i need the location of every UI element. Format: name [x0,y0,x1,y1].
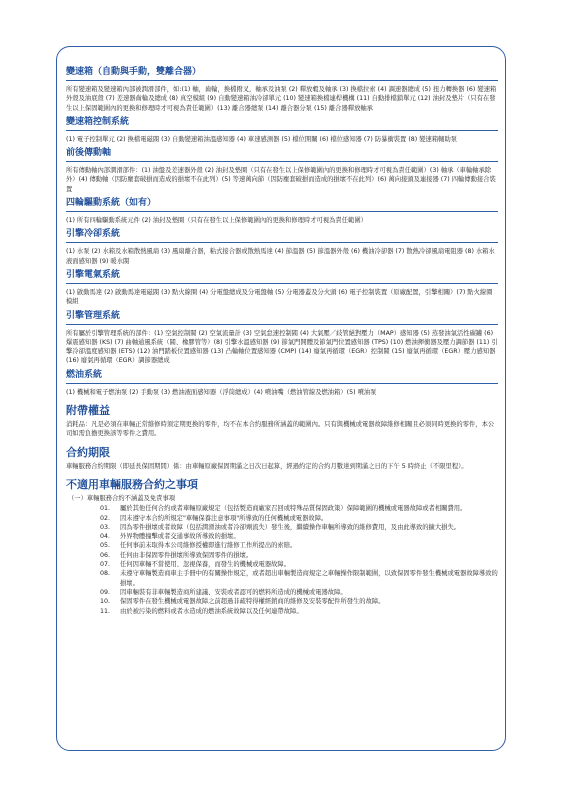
section-body: (1) 機械和電子燃油泵 (2) 手動泵 (3) 燃油液面感知器（浮筒總成）(4) 噴油嘴（燃油管線及燃油箱）(5) 噴油泵 [66,388,377,396]
exclusions-list [66,504,498,616]
item-number: 02. [100,514,111,522]
item-text: 任何由非保固零件損壞所導致保固零件的損壞。 [120,551,253,559]
list-item [66,541,498,550]
item-number: 04. [100,533,111,541]
section-body: 所有傳動軸內部潤滑部件：(1) 油盤及差速器外殼 (2) 油封及墊圈（只有在發生以上保修範圍內的更換和修理時才可視為責任範圍）(3) 軸承（車輪軸承除外）(4) 傳動軸（因防塵套破損而造成的損壞不在此列）(5) 等速萬向節（因防塵套破損而造成的損壞不在此列）(6) 萬向接頭及連接器 (7) 四輪傳動接合裝置 [66,167,496,193]
item-text: 因未遵守本合約所規定"車輛保養注意事項"所導致的任何機械或電器故障。 [120,514,328,522]
item-text: 屬於其他任何合約或者車輛原廠規定（包括製造商廠家召回或特殊品質保固政策）保障範圍的機械或電器故障或者相關費用。 [120,505,467,513]
section-body: (1) 所有四輪驅動系統元件 (2) 油封及墊圈（只有在發生以上保修範圍內的更換和修理時才可視為責任範圍） [66,217,367,225]
section-title: 變速箱控制系統 [66,116,498,131]
list-item [66,569,498,588]
item-number: 10. [100,598,111,606]
item-number: 01. [100,505,111,513]
section-body: (1) 水泵 (2) 水箱及水箱散熱風扇 (3) 風扇離合器，粘式接合器或散熱馬達 (4) 節溫器 (5) 節溫器外殼 (6) 機油冷卻器 (7) 散熱冷卻風扇電阻器 (8) 水箱水液面感知器 (9) 暖水閥 [66,248,495,265]
item-text: 外界物體撞擊或者交通事故所導致的損壞。 [120,533,240,541]
item-number: 09. [100,588,111,596]
term-heading: 合約期限 [66,445,110,459]
document-content [66,66,498,616]
section-title: 燃油系統 [66,369,498,384]
item-number: 08. [100,570,111,578]
section-body: 所有變速箱及變速箱內部被潤滑部件，如:(1) 軸，齒輪，換檔撥叉，軸承及油泵 (2) 釋放穀及軸承 (3) 換檔拉索 (4) 調速器總成 (5) 扭力轉換器 (6) 變速箱外殼及油底殼 (7) 差速器齒輪及總成 (8) 真空模組 (9) 自動變速箱油冷卻單元 (10) 變速箱換檔連桿機構 (11) 自動排檔鎖單元 (12) 油封及墊片（只有在發生以上保固範圍內的更換和修理時才可視為責任範圍）(13) 離合器總泵 (14) 離合器分泵 (15) 離合器釋放軸承 [66,86,497,112]
list-item [66,607,498,616]
section-title: 變速箱（自動與手動，雙離合器） [66,66,498,81]
section-drive-shaft [66,147,498,194]
section-body: 所有屬於引擎管理系統的部件：(1) 空氣控制閥 (2) 空氣流量計 (3) 空氣怠速控制閥 (4) 大氣壓／歧管絕對壓力（MAP）感知器 (5) 蒸發油氣活性碳罐 (6) 爆震感知器 (KS) (7) 曲軸通風系統（閥、橡膠管等）(8) 引擎水溫感知器 (9) 節氣門開體及節氣門位置感知器 (TPS) (10) 燃油揮衝器及壓力調節器 (11) 引擎冷卻溫度感知器 (ETS) (12) 油門踏板位置感知器 (13) 凸輪軸位置感知器 (CMP) (14) 廢氣再循環（EGR）控制閥 (15) 廢氣再循環（EGR）壓力感知器 (16) 廢氣再循環（EGR）調節器總成 [66,329,498,365]
list-item [66,514,498,523]
list-item [66,597,498,606]
section-title: 前後傳動軸 [66,147,498,162]
section-body: (1) 啟動馬達 (2) 啟動馬達電磁閥 (3) 點火線圈 (4) 分電盤總成及分電盤軸 (5) 分電器蓋及分火頭 (6) 電子控制裝置（原廠配置，引擎相關）(7) 點火線圈模組 [66,288,493,306]
section-four-wheel-drive [66,197,498,225]
list-item [66,523,498,532]
term-paragraph: 車輛服務合約期限（即延長保固期間）係：由車輛原廠保固期滿之日次日起算，經過約定的合約月數達到期滿之日的下午 5 時終止（不限里程）。 [66,462,468,470]
section-fuel-system [66,369,498,397]
item-text: 未遵守車輛製造商車主手冊中的有關操作規定，或者超出車輛製造商規定之車輛操作限制範圍，以致保固零件發生機械或電器故障導致的損壞。 [120,570,498,587]
item-text: 任何因車輛不當使用、忽視保養，而發生的機械或電器故障。 [120,561,291,569]
section-title: 四輪驅動系統（如有） [66,197,498,212]
section-engine-cooling [66,228,498,266]
item-text: 由於被污染的燃料或者水造成的燃油系統故障以及任何連帶故障。 [120,607,303,615]
benefit-paragraph: 消耗品：凡是必須在車輛正常維修時須定期更換的零件，均不在本合約服務所涵蓋的範圍內。只有與機械或電器故障維修相關且必須同時更換的零件，本公司如需負擔更換該等零件之費用。 [66,421,495,438]
section-title: 引擎管理系統 [66,310,498,325]
item-number: 11. [100,607,111,615]
exclusions-heading: 不適用車輛服務合約之事項 [66,477,198,491]
list-item [66,588,498,597]
item-text: 保固零件在發生機械或電器故障之前超過非疏特得權經銷商的維修及安裝零配件所發生的故障。 [120,598,385,606]
section-transmission [66,66,498,113]
list-item [66,532,498,541]
section-title: 引擎冷卻系統 [66,228,498,243]
item-number: 05. [100,542,111,550]
section-engine-electrical [66,269,498,307]
section-transmission-control [66,116,498,144]
section-body: (1) 電子控制單元 (2) 換檔電磁閥 (3) 自動變速箱油溫感知器 (4) 車速感測器 (5) 檔位開關 (6) 檔位感知器 (7) 防暴衝裝置 (8) 變速箱輔助泵 [66,135,458,143]
section-title: 引擎電氣系統 [66,269,498,284]
list-item [66,560,498,569]
section-engine-management [66,310,498,366]
item-text: 任何事前未取得本公司維修授權即進行維修工作所提出的索賠。 [120,542,297,550]
list-item [66,551,498,560]
item-text: 因為零件損壞或者故障（包括潤滑油或者冷卻劑流失）發生後，繼續操作車輛所導致的維修費用，及由此導致的擴大損失。 [120,523,461,531]
list-item [66,504,498,513]
exclusions-intro: （一）車輛服務合約不涵蓋及免責事項 [68,494,176,502]
item-number: 03. [100,523,111,531]
item-number: 07. [100,561,111,569]
item-number: 06. [100,551,111,559]
item-text: 因車輛裝有非車輛製造商所建議、安裝或者認可的燃料所造成的機械或電器故障。 [120,588,347,596]
benefit-heading: 附帶權益 [66,404,110,418]
